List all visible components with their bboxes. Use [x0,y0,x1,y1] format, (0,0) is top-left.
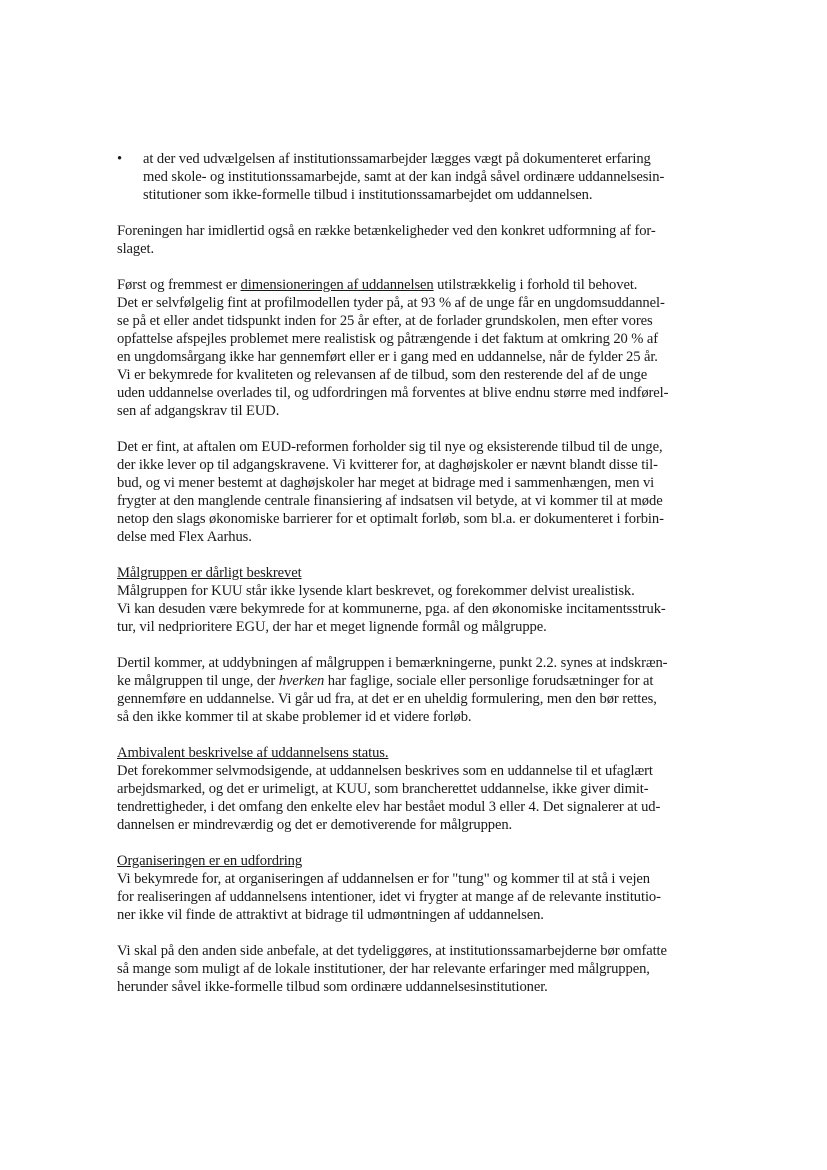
bullet-icon: • [117,151,123,167]
text-line: at der ved udvælgelsen af institutionssamarbejder lægges vægt på dokumenteret erfaring [143,151,651,167]
text-line: Det forekommer selvmodsigende, at uddannelsen beskrives som en uddannelse til et ufaglært [117,763,653,779]
text-line: for realiseringen af uddannelsens intentioner, idet vi frygter at mange af de relevante institutio- [117,889,661,905]
section-organisation [117,852,737,924]
paragraph-eud-reform [117,438,737,546]
text-run: Først og fremmest er [117,277,241,293]
text-run: utilstrækkelig i forhold til behovet. [433,277,638,293]
text-line: en ungdomsårgang ikke har gennemført eller er i gang med en uddannelse, når de fylder 25 år. [117,349,658,365]
text-line: dannelsen er mindreværdig og det er demotiverende for målgruppen. [117,817,513,833]
section-target-group [117,564,737,636]
section-heading: Målgruppen er dårligt beskrevet [117,565,302,581]
text-line: slaget. [117,241,154,257]
text-run: ke målgruppen til unge, der [117,673,279,689]
text-line: frygter at den manglende centrale finansiering af indsatsen vil betyde, at vi kommer til at møde [117,493,663,509]
document-page [117,150,737,1014]
paragraph-reservations [117,222,737,258]
italic-term: hverken [278,673,325,689]
paragraph-recommendation [117,942,737,996]
text-line: bud, og vi mener bestemt at daghøjskoler har meget at bidrage med i sammenhængen, men vi [117,475,655,491]
text-line: Det er fint, at aftalen om EUD-reformen forholder sig til nye og eksisterende tilbud til de unge, [117,439,663,455]
text-line: netop den slags økonomiske barrierer for et optimalt forløb, som bl.a. er dokumenteret i forbin- [117,511,664,527]
text-line: opfattelse afspejles problemet mere realistisk og påtrængende i det faktum at omkring 20 % af [117,331,659,347]
text-line: der ikke lever op til adgangskravene. Vi kvitterer for, at daghøjskoler er nævnt blandt disse til- [117,457,658,473]
text-line: se på et eller andet tidspunkt inden for 25 år efter, at de forlader grundskolen, men efter vores [117,313,653,329]
section-heading: Organiseringen er en udfordring [117,853,303,869]
text-line: Vi bekymrede for, at organiseringen af uddannelsen er for "tung" og kommer til at stå i vejen [117,871,650,887]
text-line: arbejdsmarked, og det er urimeligt, at KUU, som brancherettet uddannelse, ikke giver dimit- [117,781,649,797]
text-line: ner ikke vil finde de attraktivt at bidrage til udmøntningen af uddannelsen. [117,907,544,923]
text-line [117,276,737,294]
text-line: herunder såvel ikke-formelle tilbud som ordinære uddannelsesinstitutioner. [117,979,548,995]
text-line: Det er selvfølgelig fint at profilmodellen tyder på, at 93 % af de unge får en ungdomsuddannel- [117,295,665,311]
text-line: Dertil kommer, at uddybningen af målgruppen i bemærkningerne, punkt 2.2. synes at indskræn- [117,655,668,671]
text-line [117,672,737,690]
text-line: så den ikke kommer til at skabe problemer id et videre forløb. [117,709,472,725]
text-line: tendrettigheder, i det omfang den enkelte elev har bestået modul 3 eller 4. Det signalerer at ud- [117,799,661,815]
text-line: med skole- og institutionssamarbejde, samt at der kan indgå såvel ordinære uddannelsesin- [143,169,665,185]
paragraph-target-group-details [117,654,737,726]
text-line: så mange som muligt af de lokale institutioner, der har relevante erfaringer med målgruppen, [117,961,650,977]
text-line: Foreningen har imidlertid også en række betænkeligheder ved den konkret udformning af for- [117,223,656,239]
text-line: stitutioner som ikke-formelle tilbud i institutionssamarbejdet om uddannelsen. [143,187,593,203]
text-line: Vi er bekymrede for kvaliteten og relevansen af de tilbud, som den resterende del af de unge [117,367,648,383]
text-run: har faglige, sociale eller personlige forudsætninger for at [324,673,654,689]
text-line: gennemføre en uddannelse. Vi går ud fra, at det er en uheldig formulering, men den bør rettes, [117,691,657,707]
text-line: tur, vil nedprioritere EGU, der har et meget lignende formål og målgruppe. [117,619,547,635]
bullet-item [117,150,737,204]
text-line: Vi skal på den anden side anbefale, at det tydeliggøres, at institutionssamarbejderne bør omfatte [117,943,667,959]
section-heading: Ambivalent beskrivelse af uddannelsens status. [117,745,389,761]
text-line: delse med Flex Aarhus. [117,529,252,545]
section-education-status [117,744,737,834]
text-line: Målgruppen for KUU står ikke lysende klart beskrevet, og forekommer delvist urealistisk. [117,583,635,599]
text-line: uden uddannelse overlades til, og udfordringen må forventes at blive endnu større med indførel- [117,385,669,401]
underlined-term: dimensioneringen af uddannelsen [240,277,434,293]
text-line: Vi kan desuden være bekymrede for at kommunerne, pga. af den økonomiske incitamentsstruk- [117,601,666,617]
text-line: sen af adgangskrav til EUD. [117,403,280,419]
paragraph-dimensioning [117,276,737,420]
